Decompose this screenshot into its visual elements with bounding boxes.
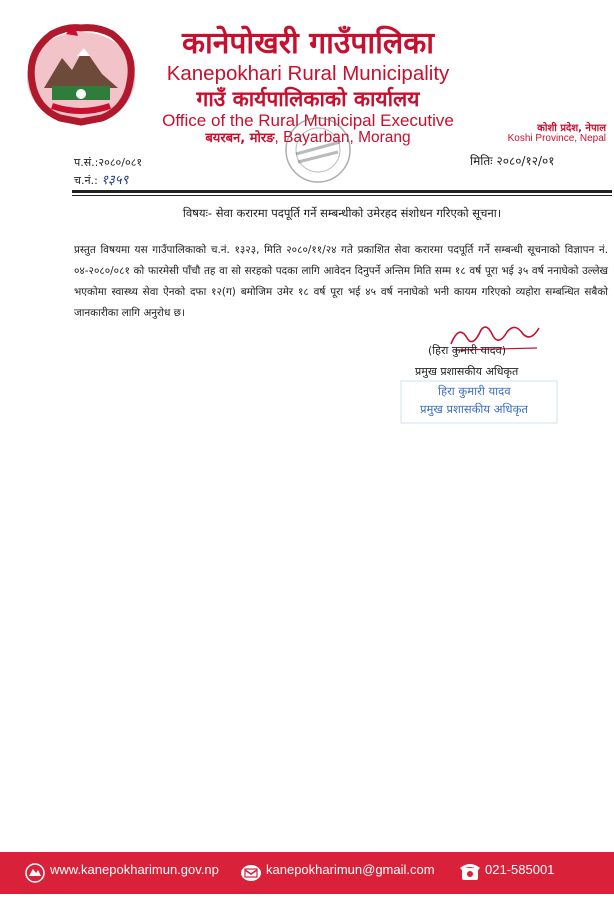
municipality-name-english: Kanepokhari Rural Municipality — [166, 62, 450, 85]
fiscal-year-label: प.सं.:२०८०/०८१ — [74, 156, 143, 169]
municipality-emblem-logo — [22, 22, 140, 128]
signatory-title: प्रमुख प्रशासकीय अधिकृत — [415, 365, 519, 378]
letter-date: मितिः २०८०/१२/०१ — [470, 154, 555, 168]
municipality-name-nepali: कानेपोखरी गाउँपालिका — [181, 26, 435, 61]
mail-icon — [240, 864, 262, 882]
address-english: Bayarban, Morang — [283, 129, 411, 146]
office-address: बयरबन, मोरङ, Bayarban, Morang — [205, 129, 411, 146]
seal-title: प्रमुख प्रशासकीय अधिकृत — [420, 402, 528, 416]
signatory-name: (हिरा कुमारी यादव) — [428, 344, 507, 357]
office-name-english: Office of the Rural Municipal Executive — [162, 111, 454, 130]
dispatch-number-row — [74, 172, 142, 190]
header-divider-thin — [72, 195, 612, 196]
reference-block — [74, 154, 142, 190]
province-nepali: कोशी प्रदेश, नेपाल — [537, 123, 606, 134]
address-nepali: बयरबन, मोरङ — [205, 131, 275, 146]
dispatch-number-label: च.नं.: — [74, 174, 98, 187]
header-divider-thick — [72, 190, 612, 193]
emblem-icon — [24, 863, 46, 883]
office-name-nepali: गाउँ कार्यपालिकाको कार्यालय — [196, 87, 420, 111]
dispatch-number: १३५९ — [101, 173, 129, 188]
footer-phone[interactable]: 021-585001 — [485, 862, 555, 877]
phone-icon — [459, 862, 481, 882]
footer-website[interactable]: www.kanepokharimun.gov.np — [50, 862, 219, 877]
province-english: Koshi Province, Nepal — [507, 133, 606, 144]
footer-email[interactable]: kanepokharimun@gmail.com — [266, 862, 435, 877]
notice-body: प्रस्तुत विषयमा यस गाउँपालिकाको च.नं. १३२३, मिति २०८०/११/२४ गते प्रकाशित सेवा करारमा पदपूर्ति गर्ने सम्बन्धी सूचनाको विज्ञापन नं. ०४-२०८०/०८१ को फारमेसी पाँचौ तह वा सो सरहको पदका लागि आवेदन दिनुपर्ने अन्तिम मिति सम्म १८ वर्ष पूरा भई ३५ वर्ष ननाघेको उल्लेख भएकोमा स्वास्थ्य सेवा ऐनको दफा १२(ग) बमोजिम उमेर १८ वर्ष पूरा भई ४५ वर्ष ननाघेको भनी कायम गरिएको व्यहोरा सम्बन्धित सबैको जानकारीका लागि अनुरोध छ। — [74, 244, 608, 319]
notice-subject: विषयः- सेवा करारमा पदपूर्ति गर्ने सम्बन्धीको उमेरहद संशोधन गरिएको सूचना। — [182, 206, 502, 220]
seal-name: हिरा कुमारी यादव — [438, 384, 511, 398]
office-stamp — [272, 114, 364, 186]
